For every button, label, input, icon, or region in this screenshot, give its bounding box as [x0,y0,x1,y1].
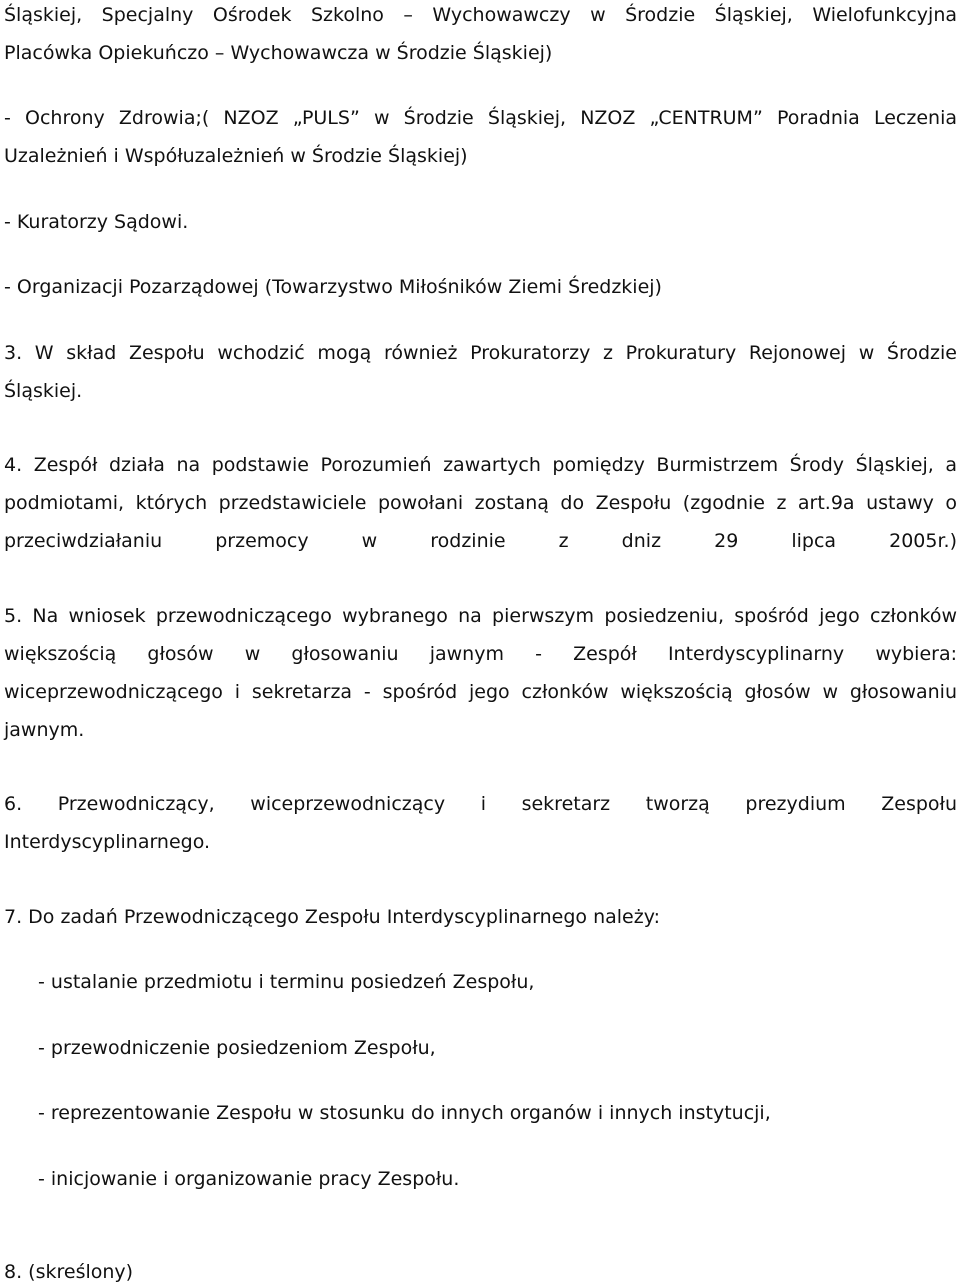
text-line: Śląskiej. [4,380,83,402]
text-line: 5. Na wniosek przewodniczącego wybranego na pierwszym posiedzeniu, spośród jego członków [4,605,957,627]
text-line: Uzależnień i Współuzależnień w Środzie Śląskiej) [4,145,468,167]
text-line: 3. W skład Zespołu wchodzić mogą również Prokuratorzy z Prokuratury Rejonowej w Środzie [4,342,957,364]
text-line: 8. (skreślony) [4,1261,134,1283]
text-line: - inicjowanie i organizowanie pracy Zespołu. [38,1168,460,1190]
text-line: - Ochrony Zdrowia;( NZOZ „PULS” w Środzie Śląskiej, NZOZ „CENTRUM” Poradnia Leczenia [4,107,957,129]
text-line: podmiotami, których przedstawiciele powołani zostaną do Zespołu (zgodnie z art.9a ustawy o [4,492,957,514]
text-line: 6. Przewodniczący, wiceprzewodniczący i sekretarz tworzą prezydium Zespołu [4,793,957,815]
text-line: wiceprzewodniczącego i sekretarza - spośród jego członków większością głosów w głosowaniu [4,681,957,703]
text-line: 7. Do zadań Przewodniczącego Zespołu Interdyscyplinarnego należy: [4,906,660,928]
text-line: Śląskiej, Specjalny Ośrodek Szkolno – Wychowawczy w Środzie Śląskiej, Wielofunkcyjna [4,4,957,26]
text-line: jawnym. [4,719,85,741]
text-line: większością głosów w głosowaniu jawnym - Zespół Interdyscyplinarny wybiera: [4,643,957,665]
text-line: - przewodniczenie posiedzeniom Zespołu, [38,1037,436,1059]
text-line: - Kuratorzy Sądowi. [4,211,189,233]
text-line: - ustalanie przedmiotu i terminu posiedzeń Zespołu, [38,971,535,993]
text-line: 4. Zespół działa na podstawie Porozumień zawartych pomiędzy Burmistrzem Środy Śląskiej, a [4,454,957,476]
text-line: - Organizacji Pozarządowej (Towarzystwo Miłośników Ziemi Średzkiej) [4,276,662,298]
text-line: Placówka Opiekuńczo – Wychowawcza w Środzie Śląskiej) [4,42,553,64]
text-line: - reprezentowanie Zespołu w stosunku do innych organów i innych instytucji, [38,1102,771,1124]
text-line: przeciwdziałaniu przemocy w rodzinie z dniz 29 lipca 2005r.) [4,530,957,552]
text-line: Interdyscyplinarnego. [4,831,211,853]
